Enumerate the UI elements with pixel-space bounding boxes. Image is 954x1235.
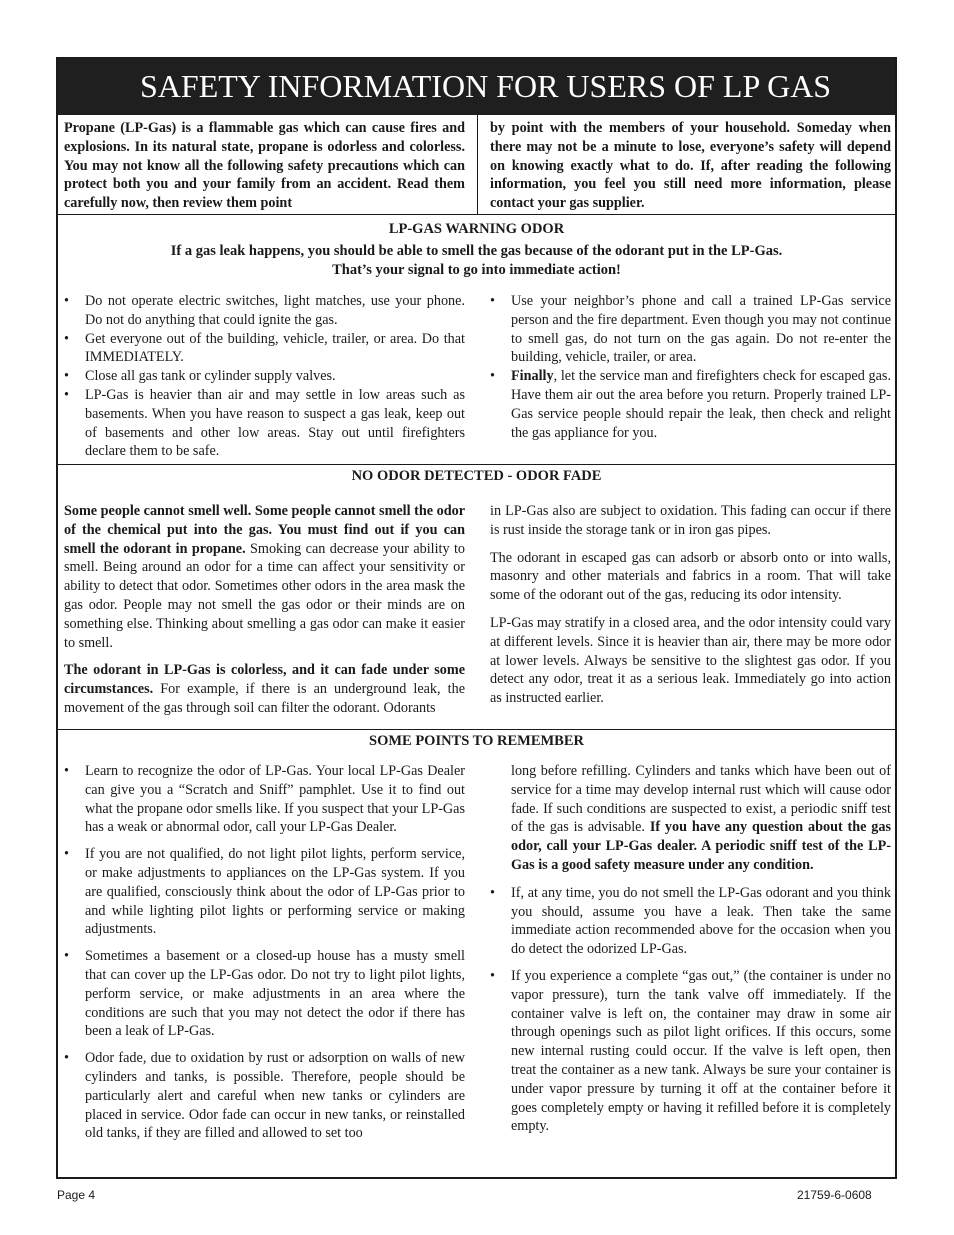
- safety-info-frame: [56, 57, 897, 1179]
- warning-section: [58, 214, 895, 465]
- page-number: Page 4: [57, 1188, 96, 1202]
- odor-fade-para-2-bold: The odorant in LP-Gas is colorless, and it can fade under some circumstances.: [64, 662, 465, 698]
- odor-fade-right: [490, 502, 891, 717]
- points-heading: SOME POINTS TO REMEMBER: [369, 733, 584, 749]
- finally-label: Finally: [511, 368, 554, 385]
- intro-right-text: by point with the members of your household. Someday when there may not be a minute to lose, everyone’s safety will depend on knowing exactly what to do. If, after reading the following information, you feel you still need more information, please contact your gas supplier.: [490, 120, 891, 212]
- points-item-3: • Sometimes a basement or a closed-up house has a musty smell that can cover up the LP-Gas odor. Do not try to light pilot lights, perform service, or make adjustments in an area where the conditions are such that you may not detect the odor if there has been a leak of LP-Gas.: [64, 947, 465, 1041]
- odor-fade-para-2-text: For example, if there is an underground leak, the movement of the gas through soil can filter the odorant. Odorants: [64, 681, 465, 716]
- odor-fade-para-1: [64, 502, 465, 652]
- points-cont-bold: If you have any question about the gas odor, call your LP-Gas dealer. A periodic sniff test of the LP-Gas is a good safety measure under any condition.: [511, 819, 892, 873]
- points-left-list: [64, 762, 465, 1151]
- points-section: [58, 729, 895, 1178]
- warning-item-1: • Do not operate electric switches, light matches, use your phone. Do not do anything that could ignite the gas.: [64, 292, 465, 330]
- points-cont-text: long before refilling. Cylinders and tanks which have been out of service for a time may develop internal rust which will cause odor fade. If such conditions are suspected to exist, a periodic sniff test of the gas is advisable.: [511, 763, 891, 836]
- points-right-list: [490, 762, 891, 1144]
- points-item-1: • Learn to recognize the odor of LP-Gas. Your local LP-Gas Dealer can give you a “Scratch and Sniff” pamphlet. Use it to find out what the propane odor smells like. If you suspect that your LP-Gas has a weak or abnormal odor, call your LP-Gas Dealer.: [64, 762, 465, 837]
- document-number: 21759-6-0608: [797, 1188, 872, 1202]
- warning-item-3: • Close all gas tank or cylinder supply valves.: [64, 367, 465, 386]
- points-item-4: • Odor fade, due to oxidation by rust or adsorption on walls of new cylinders and tanks, is possible. Therefore, people should be particularly alert and careful when new tanks or cylinders are placed in service. Odor fade can occur in new tanks, or reinstalled old tanks, if they are filled and allowed to set too: [64, 1049, 465, 1143]
- points-item-4-continued: [490, 762, 891, 875]
- odor-fade-left: [64, 502, 465, 727]
- points-item-2: • If you are not qualified, do not light pilot lights, perform service, or make adjustments to appliances on the LP-Gas system. If you are qualified, consciously think about the odor of LP-Gas prior to and while lighting pilot lights or performing service or making adjustments.: [64, 845, 465, 939]
- finally-text: , let the service man and firefighters check for escaped gas. Have them air out the area before you return. Properly trained LP-Gas service people should repair the leak, then check and relight the gas appliance for you.: [511, 368, 891, 441]
- intro-right: [490, 119, 891, 222]
- warning-item-4: • LP-Gas is heavier than air and may settle in low areas such as basements. When you have reason to suspect a gas leak, keep out of basements and other low areas. Stay out until firefighters declare them to be safe.: [64, 386, 465, 461]
- intro-left: [64, 119, 465, 222]
- warning-item-2: • Get everyone out of the building, vehicle, trailer, or area. Do that IMMEDIATELY.: [64, 330, 465, 368]
- warning-left-list: [64, 292, 465, 461]
- intro-left-text: Propane (LP-Gas) is a flammable gas which can cause fires and explosions. In its natural state, propane is odorless and colorless. You may not know all the following safety precautions which can protect both you and your family from an accident. Read them carefully now, then review them point: [64, 120, 465, 212]
- warning-item-6: [490, 367, 891, 442]
- odor-fade-para-3: in LP-Gas also are subject to oxidation. This fading can occur if there is rust inside the storage tank or in iron gas pipes.: [490, 503, 891, 538]
- odor-fade-para-5: LP-Gas may stratify in a closed area, and the odor intensity could vary at different levels. Since it is heavier than air, there may be more odor at lower levels. Always be sensitive to the slightest gas odor. If you detect any odor, treat it as a serious leak. Immediately go into action as instructed earlier.: [490, 614, 891, 707]
- odor-fade-section: [58, 464, 895, 730]
- title-bar: [58, 59, 895, 115]
- odor-fade-para-4: The odorant in escaped gas can adsorb or absorb onto or into walls, masonry and other materials and fabrics in a room. That will take some of the odorant out of the gas, reducing its odor intensity.: [490, 549, 891, 604]
- warning-heading: LP-GAS WARNING ODOR: [388, 221, 565, 237]
- warning-right-list: [490, 292, 891, 442]
- points-item-6: • If you experience a complete “gas out,” (the container is under no vapor pressure), turn the tank valve off immediately. If the container valve is left on, the container may draw in some air through openings such as pilot light orifices. If this occurs, some new internal rusting could occur. If the valve is left open, then treat the container as a new tank. Always be sure your container is under vapor pressure by turning it off at the container before it goes completely empty or having it refilled before it is completely empty.: [490, 967, 891, 1136]
- warning-sub-2: That’s your signal to go into immediate action!: [332, 262, 621, 278]
- warning-sub-1: If a gas leak happens, you should be able to smell the gas because of the odorant put in the LP-Gas.: [170, 243, 783, 259]
- intro-column-divider: [477, 115, 478, 215]
- odor-fade-para-2: [64, 661, 465, 717]
- odor-fade-para-1-text: Smoking can decrease your ability to smell. Being around an odor for a time can affect your sensitivity or ability to detect that odor. Sometimes other odors in the area mask the gas odor. People may not smell the gas odor or their minds are on something else. Thinking about smelling a gas odor can make it easier to smell.: [64, 540, 465, 651]
- odor-fade-heading: NO ODOR DETECTED - ODOR FADE: [351, 468, 602, 484]
- page-title: SAFETY INFORMATION FOR USERS OF LP GAS: [140, 68, 832, 104]
- odor-fade-para-1-bold: Some people cannot smell well. Some people cannot smell the odor of the chemical put into the gas. You must find out if you can smell the odorant in propane.: [64, 503, 465, 557]
- points-item-5: • If, at any time, you do not smell the LP-Gas odorant and you think you should, assume you have a leak. Then take the same immediate action recommended above for the occasion when you do detect the odorized LP-Gas.: [490, 884, 891, 959]
- warning-item-5: • Use your neighbor’s phone and call a trained LP-Gas service person and the fire department. Even though you may not continue to smell gas, do not turn on the gas again. Do not re-enter the building, vehicle, trailer, or area.: [490, 292, 891, 367]
